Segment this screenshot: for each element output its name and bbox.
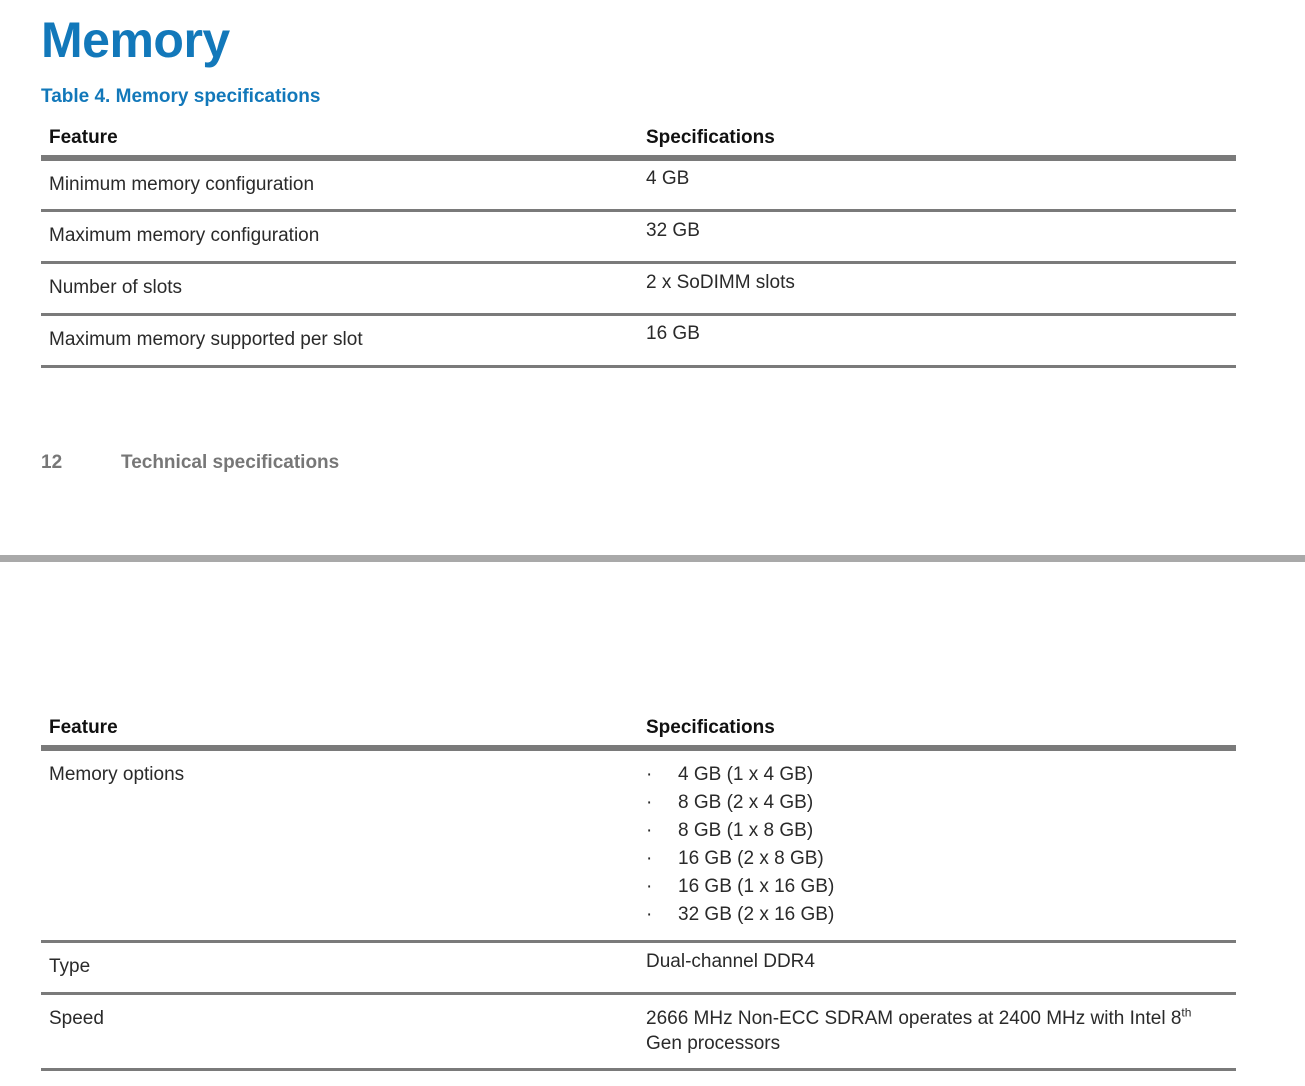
spec-cell: 2 x SoDIMM slots [646,272,795,293]
ordinal-suffix: th [1181,1005,1192,1020]
feature-cell: Minimum memory configuration [49,174,315,195]
header-divider [41,155,1236,161]
feature-cell: Number of slots [49,277,183,298]
spec-cell: 16 GB [646,323,700,344]
list-item: · 4 GB (1 x 4 GB) [646,764,814,785]
bullet: · [646,848,653,869]
spec-cell-continuation: Gen processors [646,1033,781,1054]
page-number: 12 [41,452,63,473]
row-divider [41,313,1236,316]
column-header-feature: Feature [49,127,118,148]
bullet: · [646,876,653,897]
footer-section-title: Technical specifications [121,452,340,473]
bullet: · [646,792,653,813]
table-caption: Table 4. Memory specifications [41,86,321,107]
row-divider [41,261,1236,264]
list-item: · 8 GB (2 x 4 GB) [646,792,814,813]
list-item: · 16 GB (1 x 16 GB) [646,876,835,897]
header-divider [41,745,1236,751]
bullet: · [646,764,653,785]
feature-cell: Speed [49,1008,104,1029]
bullet: · [646,820,653,841]
spec-cell: 32 GB [646,220,700,241]
list-item: · 32 GB (2 x 16 GB) [646,904,835,925]
memory-options-list [646,763,1206,931]
bullet: · [646,904,653,925]
list-item: · 8 GB (1 x 8 GB) [646,820,814,841]
spec-cell: 4 GB [646,168,690,189]
column-header-specifications: Specifications [646,717,775,738]
row-divider [41,992,1236,995]
spec-cell: Dual-channel DDR4 [646,951,815,972]
feature-cell: Maximum memory configuration [49,225,320,246]
column-header-specifications: Specifications [646,127,775,148]
speed-spec-text: 2666 MHz Non-ECC SDRAM operates at 2400 MHz with Intel 8 [646,1008,1182,1029]
feature-cell: Maximum memory supported per slot [49,329,363,350]
page-separator [0,555,1305,562]
row-divider [41,1068,1236,1071]
feature-cell: Memory options [49,764,185,785]
row-divider [41,365,1236,368]
list-item: · 16 GB (2 x 8 GB) [646,848,824,869]
column-header-feature: Feature [49,717,118,738]
page-title: Memory [41,12,230,68]
row-divider [41,209,1236,212]
spec-cell [646,1007,1236,1031]
feature-cell: Type [49,956,91,977]
row-divider [41,940,1236,943]
